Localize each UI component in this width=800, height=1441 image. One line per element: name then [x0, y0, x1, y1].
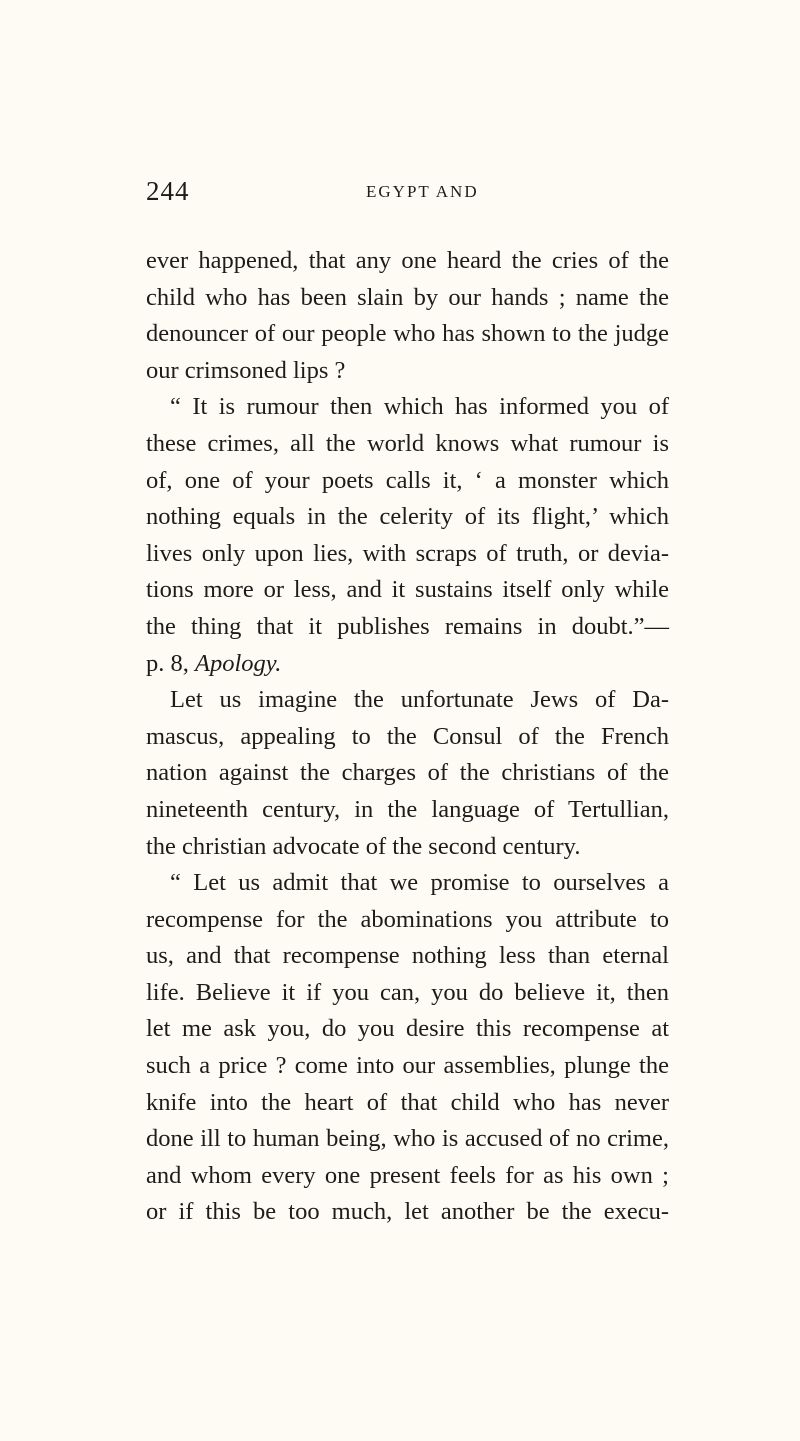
citation-page: p. 8,: [146, 649, 195, 677]
text-line: of, one of your poets calls it, ‘ a monster which: [146, 466, 669, 494]
text-line: nineteenth century, in the language of Tertullian,: [146, 795, 669, 823]
running-head: EGYPT AND: [366, 182, 479, 201]
text-line: nation against the charges of the christians of the: [146, 759, 669, 787]
citation-line: [146, 646, 669, 683]
text-line: and whom every one present feels for as his own ;: [146, 1161, 669, 1189]
body-text: [146, 243, 669, 1231]
text-line: these crimes, all the world knows what rumour is: [146, 429, 669, 457]
text-line: child who has been slain by our hands ; name the: [146, 283, 669, 311]
text-line: such a price ? come into our assemblies, plunge the: [146, 1052, 669, 1080]
text-line: lives only upon lies, with scraps of truth, or devia-: [146, 539, 669, 567]
text-line: done ill to human being, who is accused of no crime,: [146, 1125, 669, 1153]
text-line: life. Believe it if you can, you do believe it, then: [146, 978, 669, 1006]
text-line: us, and that recompense nothing less than eternal: [146, 942, 669, 970]
text-line: denouncer of our people who has shown to the judge: [146, 320, 669, 348]
text-line: ever happened, that any one heard the cries of the: [146, 247, 669, 274]
citation-title: Apology.: [195, 649, 282, 677]
text-line: our crimsoned lips ?: [146, 356, 346, 384]
text-line: Let us imagine the unfortunate Jews of Da-: [170, 686, 669, 714]
text-line: the thing that it publishes remains in doubt.”—: [146, 612, 669, 640]
text-line: mascus, appealing to the Consul of the French: [146, 722, 669, 750]
text-line: tions more or less, and it sustains itself only while: [146, 576, 669, 604]
text-line: let me ask you, do you desire this recompense at: [146, 1015, 669, 1043]
text-line: nothing equals in the celerity of its flight,’ which: [146, 503, 669, 531]
text-line: “ It is rumour then which has informed you of: [170, 393, 669, 421]
page-number: 244: [146, 176, 190, 206]
text-line: “ Let us admit that we promise to ourselves a: [170, 869, 669, 897]
text-line: the christian advocate of the second century.: [146, 832, 581, 860]
text-line: recompense for the abominations you attribute to: [146, 905, 669, 933]
text-line: knife into the heart of that child who has never: [146, 1088, 669, 1116]
text-line: or if this be too much, let another be the execu-: [146, 1198, 669, 1226]
page-header: [146, 176, 676, 208]
